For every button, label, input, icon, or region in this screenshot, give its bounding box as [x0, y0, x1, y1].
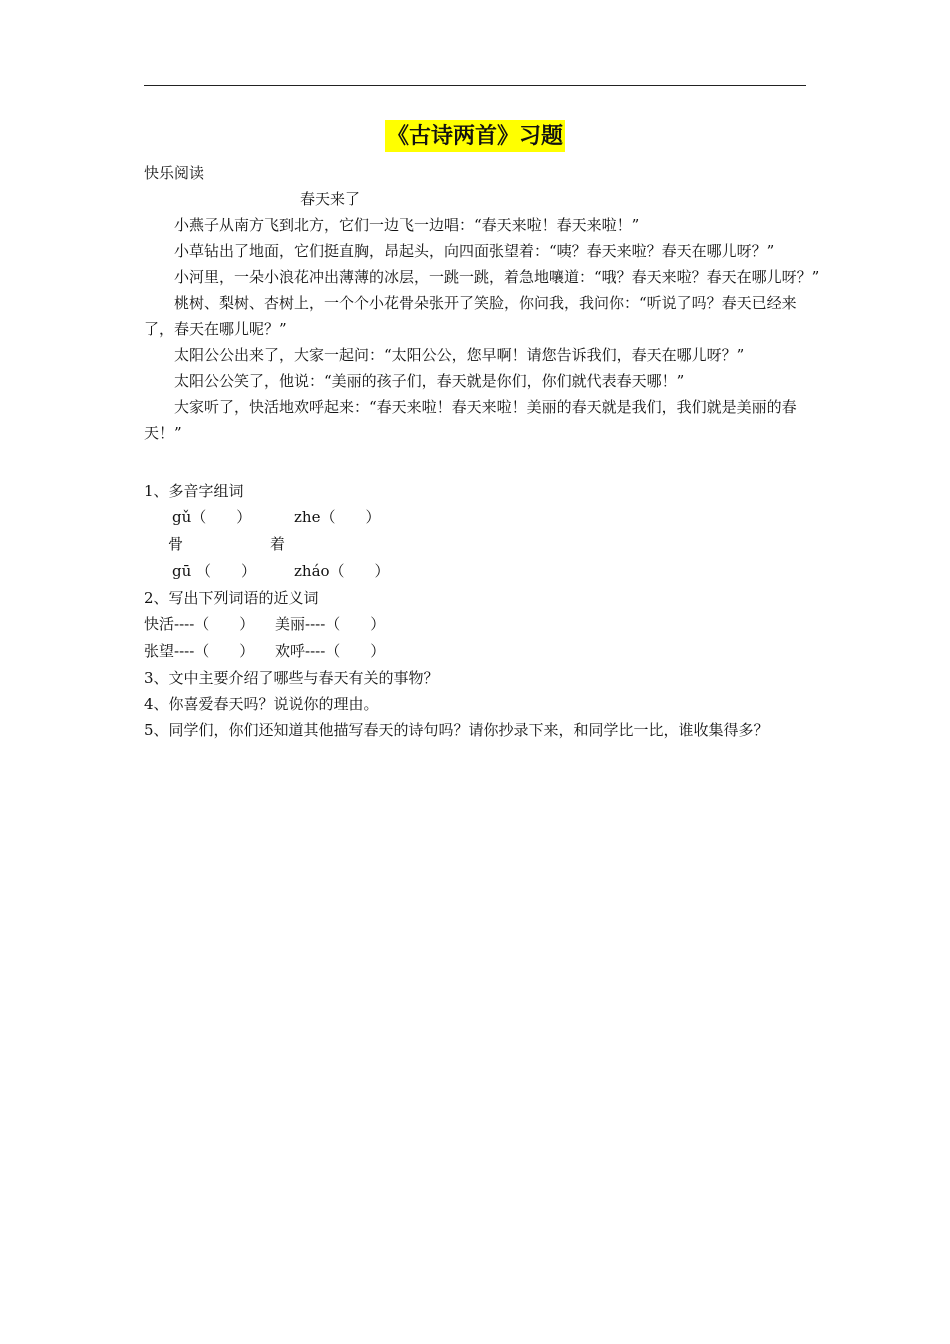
story-paragraph: 太阳公公出来了，大家一起问：“太阳公公，您早啊！请您告诉我们，春天在哪儿呀？” — [174, 346, 745, 364]
section-heading: 快乐阅读 — [144, 164, 205, 182]
pinyin-zhe-blank[interactable]: zhe（ ） — [294, 508, 381, 526]
story-paragraph: 桃树、梨树、杏树上，一个个小花骨朵张开了笑脸，你问我，我问你：“听说了吗？春天已经来了，春天在哪儿呢？” — [144, 294, 797, 338]
synonym-zhangwang-blank[interactable]: 张望----（ ） — [144, 642, 255, 660]
polyphone-row-3 — [144, 558, 824, 585]
story-paragraph: 小燕子从南方飞到北方，它们一边飞一边唱：“春天来啦！春天来啦！” — [174, 216, 640, 234]
polyphone-row-1 — [144, 504, 824, 531]
question-2: 2、写出下列词语的近义词 — [144, 589, 319, 607]
synonym-row-1 — [144, 611, 824, 638]
char-zhe: 着 — [270, 535, 286, 553]
polyphone-row-2 — [144, 531, 824, 558]
story-paragraph: 大家听了，快活地欢呼起来：“春天来啦！春天来啦！美丽的春天就是我们，我们就是美丽的春天！” — [144, 398, 797, 442]
synonym-row-2 — [144, 638, 824, 665]
story-title: 春天来了 — [300, 190, 361, 208]
content-body — [144, 160, 824, 743]
page-title: 《古诗两首》习题 — [385, 120, 565, 152]
story-paragraph: 小草钻出了地面，它们挺直胸，昂起头，向四面张望着：“咦？春天来啦？春天在哪儿呀？” — [174, 242, 775, 260]
pinyin-gu3-blank[interactable]: gǔ（ ） — [172, 508, 252, 526]
question-4: 4、你喜爱春天吗？说说你的理由。 — [144, 695, 379, 713]
question-3: 3、文中主要介绍了哪些与春天有关的事物？ — [144, 669, 439, 687]
spacer — [144, 446, 824, 478]
pinyin-zhao-blank[interactable]: zháo（ ） — [294, 562, 390, 580]
synonym-huanhu-blank[interactable]: 欢呼----（ ） — [275, 642, 386, 660]
question-1: 1、多音字组词 — [144, 482, 244, 500]
story-paragraph: 太阳公公笑了，他说：“美丽的孩子们，春天就是你们，你们就代表春天哪！” — [174, 372, 685, 390]
synonym-kuaihuo-blank[interactable]: 快活----（ ） — [144, 615, 255, 633]
title-container — [0, 120, 950, 152]
char-gu: 骨 — [168, 535, 184, 553]
header-rule — [144, 85, 806, 86]
story-paragraph: 小河里，一朵小浪花冲出薄薄的冰层，一跳一跳，着急地嚷道：“哦？春天来啦？春天在哪儿呀？” — [174, 268, 820, 286]
question-5: 5、同学们，你们还知道其他描写春天的诗句吗？请你抄录下来，和同学比一比，谁收集得多？ — [144, 721, 769, 739]
synonym-meili-blank[interactable]: 美丽----（ ） — [275, 615, 386, 633]
pinyin-gu1-blank[interactable]: gū （ ） — [172, 562, 257, 580]
